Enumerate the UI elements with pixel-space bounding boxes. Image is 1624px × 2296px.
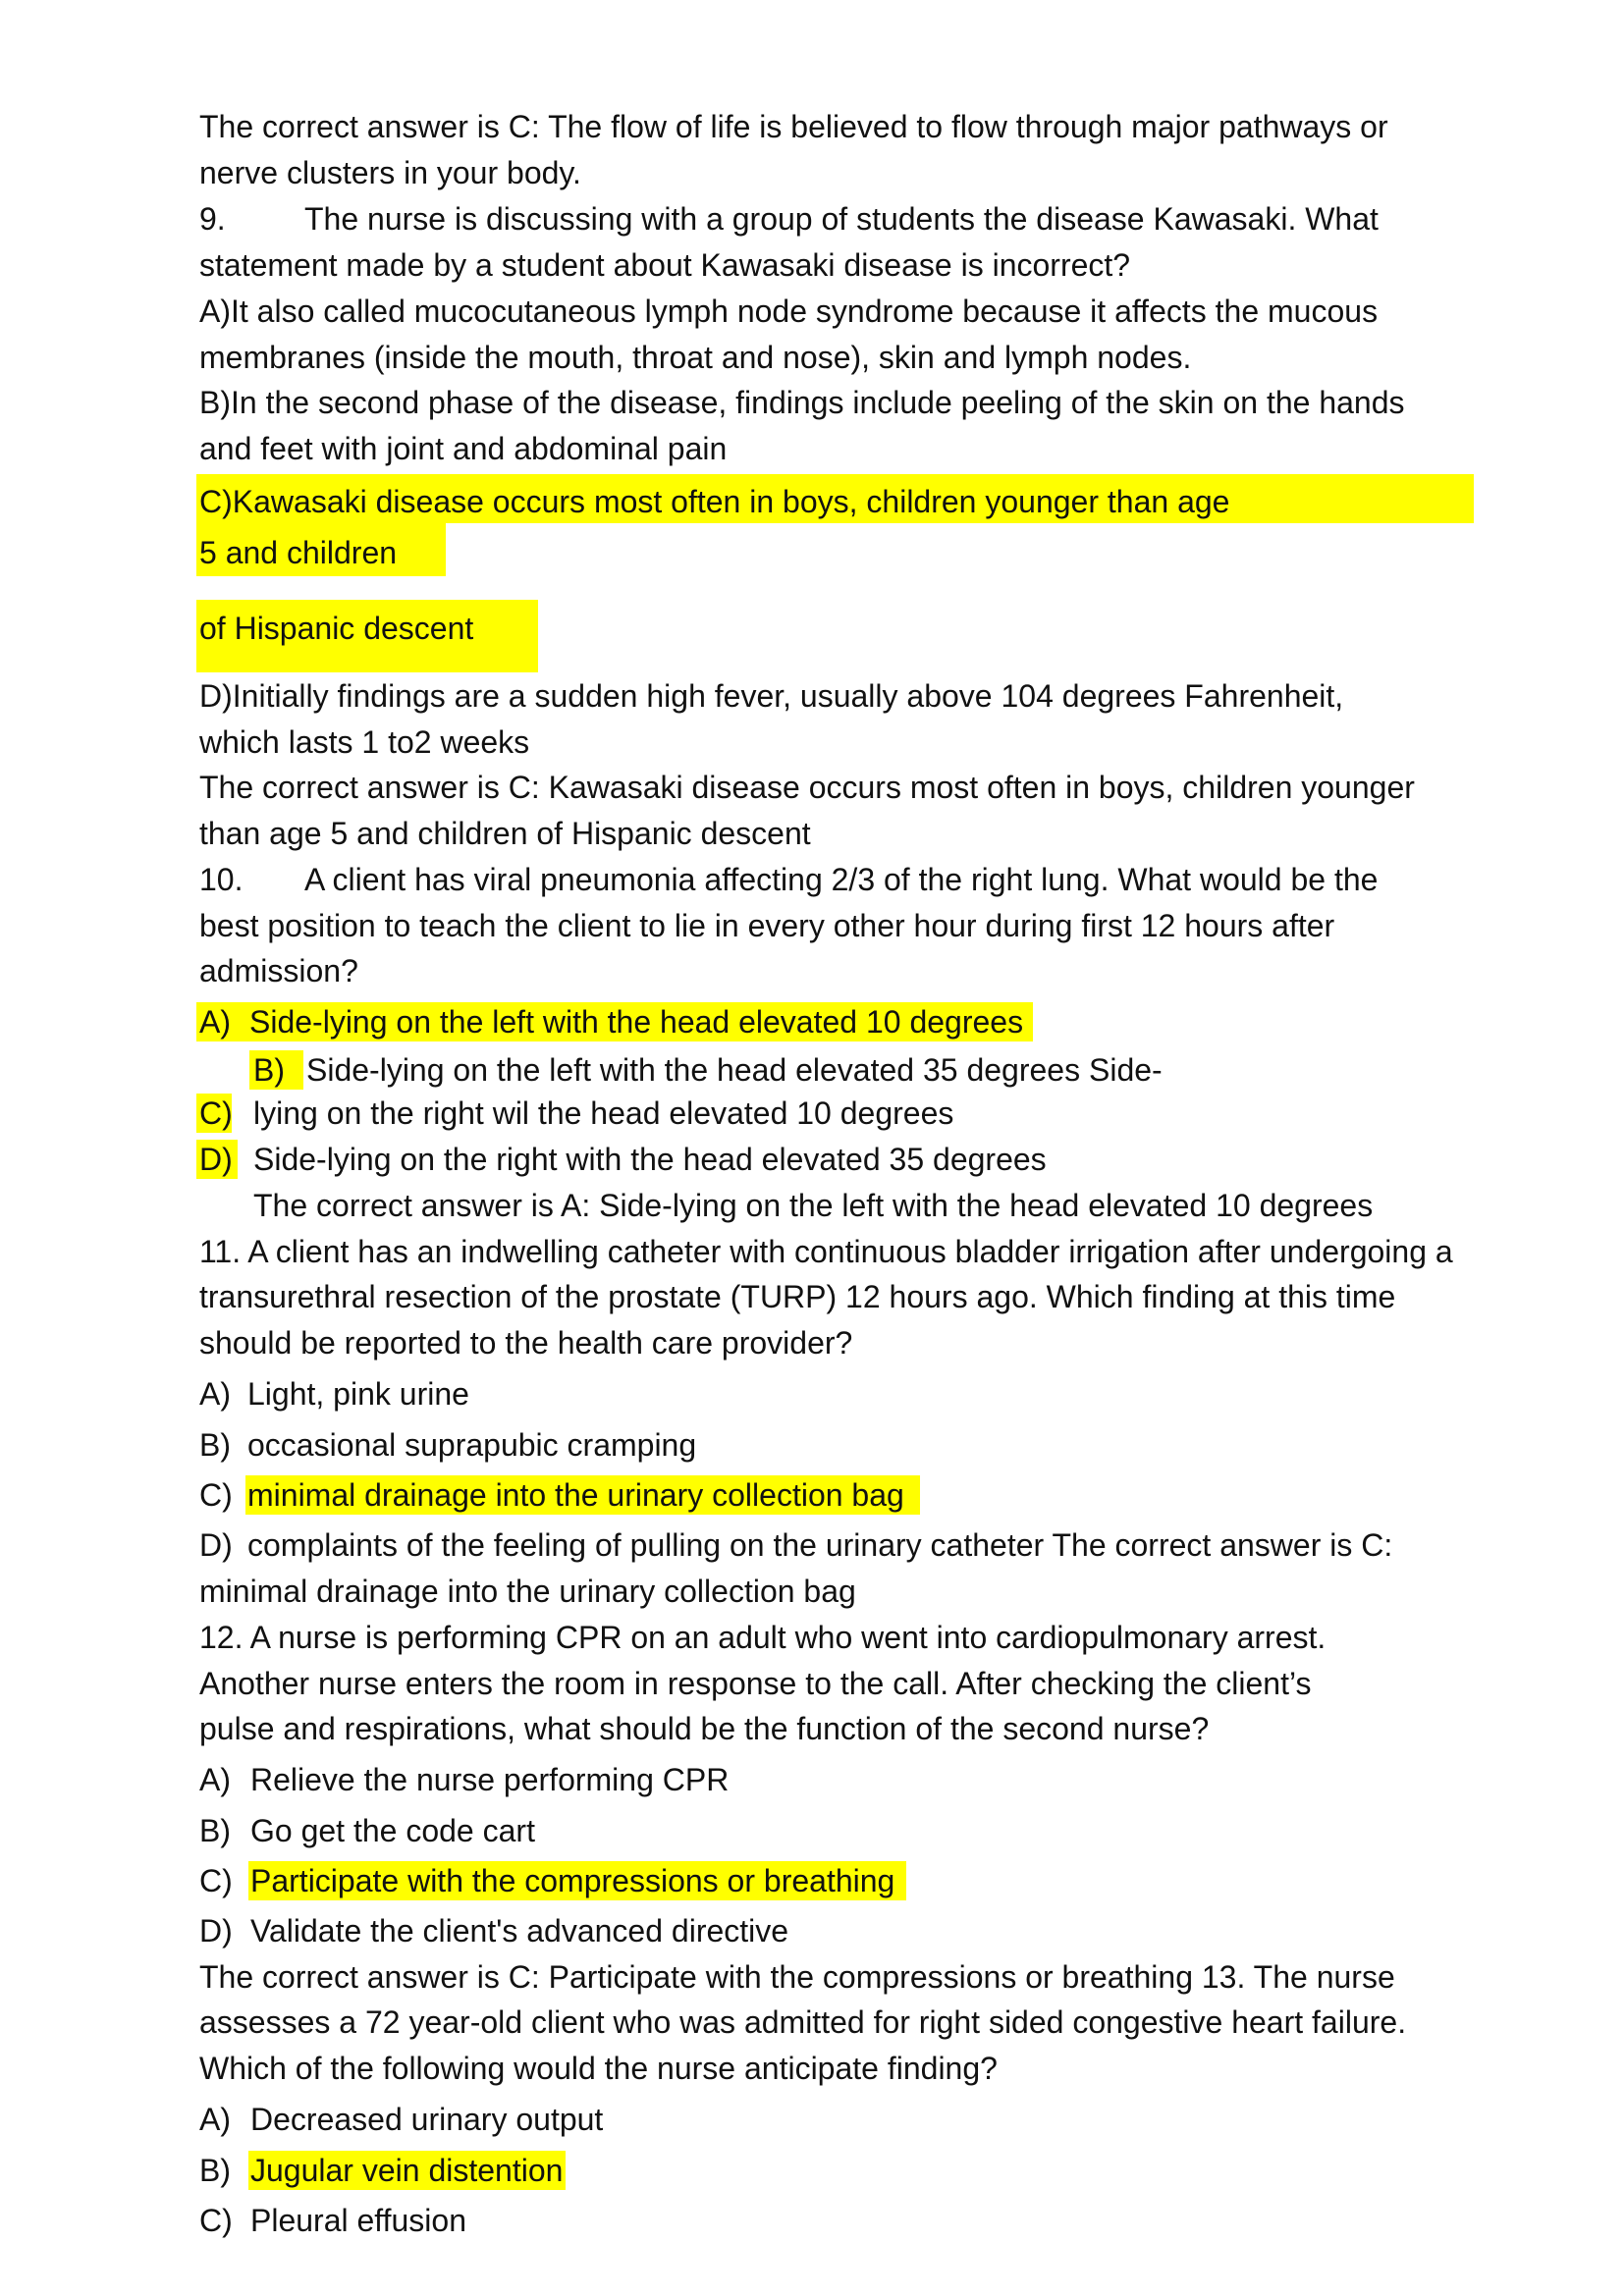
q10-option-b-label: B) bbox=[253, 1052, 285, 1088]
q9-stem-line-1: The nurse is discussing with a group of students the disease Kawasaki. What bbox=[304, 201, 1379, 237]
q12-option-a-label: A) bbox=[199, 1762, 231, 1797]
q12-option-c-label: C) bbox=[199, 1863, 233, 1898]
q9-option-b-line-2: and feet with joint and abdominal pain bbox=[199, 431, 728, 466]
q11-option-b-text: occasional suprapubic cramping bbox=[247, 1427, 697, 1463]
q11-option-a-label: A) bbox=[199, 1376, 231, 1412]
q9-option-d-line-2: which lasts 1 to2 weeks bbox=[199, 724, 530, 760]
q9-option-c-line-1: C)Kawasaki disease occurs most often in boys, children younger than age bbox=[199, 484, 1230, 519]
q11-answer-line-2: minimal drainage into the urinary collection bag bbox=[199, 1574, 856, 1609]
q13-option-c-text: Pleural effusion bbox=[250, 2203, 466, 2238]
q12-stem-line-1: 12. A nurse is performing CPR on an adult who went into cardiopulmonary arrest. bbox=[199, 1620, 1326, 1655]
q10-option-b-text: Side-lying on the left with the head elevated 35 degrees Side- bbox=[306, 1052, 1163, 1088]
q13-stem-line-1: assesses a 72 year-old client who was admitted for right sided congestive heart failure. bbox=[199, 2004, 1407, 2040]
q10-answer: The correct answer is A: Side-lying on the left with the head elevated 10 degrees bbox=[253, 1188, 1374, 1223]
q13-option-b-label: B) bbox=[199, 2153, 231, 2188]
q13-option-b-text: Jugular vein distention bbox=[250, 2153, 564, 2188]
q12-option-c-text: Participate with the compressions or breathing bbox=[250, 1863, 895, 1898]
q12-option-d-text: Validate the client's advanced directive bbox=[250, 1913, 789, 1949]
q9-stem-line-2: statement made by a student about Kawasaki disease is incorrect? bbox=[199, 247, 1131, 283]
q11-option-c-label: C) bbox=[199, 1477, 233, 1513]
q9-option-a-line-2: membranes (inside the mouth, throat and nose), skin and lymph nodes. bbox=[199, 340, 1192, 375]
q8-answer-line-2: nerve clusters in your body. bbox=[199, 155, 581, 190]
q9-option-a-line-1: A)It also called mucocutaneous lymph node syndrome because it affects the mucous bbox=[199, 294, 1379, 329]
q9-number: 9. bbox=[199, 201, 226, 237]
q9-answer-line-1: The correct answer is C: Kawasaki disease occurs most often in boys, children younger bbox=[199, 770, 1415, 805]
q12-option-b-text: Go get the code cart bbox=[250, 1813, 535, 1848]
q13-option-c-label: C) bbox=[199, 2203, 233, 2238]
q9-answer-line-2: than age 5 and children of Hispanic descent bbox=[199, 816, 811, 851]
q11-option-a-text: Light, pink urine bbox=[247, 1376, 469, 1412]
q9-option-d-line-1: D)Initially findings are a sudden high fever, usually above 104 degrees Fahrenheit, bbox=[199, 678, 1344, 714]
q11-option-d-label: D) bbox=[199, 1527, 233, 1563]
q12-option-d-label: D) bbox=[199, 1913, 233, 1949]
q12-stem-line-3: pulse and respirations, what should be the function of the second nurse? bbox=[199, 1711, 1210, 1746]
q10-stem-line-3: admission? bbox=[199, 953, 358, 988]
q12-answer-line-1: The correct answer is C: Participate with the compressions or breathing 13. The nurse bbox=[199, 1959, 1395, 1995]
q12-stem-line-2: Another nurse enters the room in response to the call. After checking the client’s bbox=[199, 1666, 1312, 1701]
q10-stem-line-1: A client has viral pneumonia affecting 2/3 of the right lung. What would be the bbox=[304, 862, 1379, 897]
q8-answer-line-1: The correct answer is C: The flow of life is believed to flow through major pathways or bbox=[199, 109, 1388, 144]
q12-option-b-label: B) bbox=[199, 1813, 231, 1848]
q10-stem-line-2: best position to teach the client to lie in every other hour during first 12 hours after bbox=[199, 908, 1335, 943]
q10-option-a-text: Side-lying on the left with the head elevated 10 degrees bbox=[249, 1004, 1024, 1040]
q11-option-d-text: complaints of the feeling of pulling on the urinary catheter The correct answer is C: bbox=[247, 1527, 1393, 1563]
q11-option-b-label: B) bbox=[199, 1427, 231, 1463]
q11-stem-line-2: transurethral resection of the prostate (TURP) 12 hours ago. Which finding at this time bbox=[199, 1279, 1396, 1314]
q10-option-a-label: A) bbox=[199, 1004, 231, 1040]
q9-option-b-line-1: B)In the second phase of the disease, findings include peeling of the skin on the hands bbox=[199, 385, 1405, 420]
q10-option-c-label: C) bbox=[199, 1095, 233, 1131]
q10-option-d-text: Side-lying on the right with the head elevated 35 degrees bbox=[253, 1142, 1047, 1177]
q9-option-c-line-2: 5 and children bbox=[199, 535, 398, 570]
q10-number: 10. bbox=[199, 862, 244, 897]
q13-option-a-label: A) bbox=[199, 2102, 231, 2137]
q10-option-d-label: D) bbox=[199, 1142, 233, 1177]
q11-option-c-text: minimal drainage into the urinary collection bag bbox=[247, 1477, 904, 1513]
q12-option-a-text: Relieve the nurse performing CPR bbox=[250, 1762, 730, 1797]
q13-option-a-text: Decreased urinary output bbox=[250, 2102, 604, 2137]
q13-stem-line-2: Which of the following would the nurse anticipate finding? bbox=[199, 2051, 998, 2086]
q11-stem-line-1: 11. A client has an indwelling catheter with continuous bladder irrigation after undergoing a bbox=[199, 1234, 1453, 1269]
q10-option-c-text: lying on the right wil the head elevated 10 degrees bbox=[253, 1095, 954, 1131]
q9-option-c-line-3: of Hispanic descent bbox=[199, 611, 474, 646]
q11-stem-line-3: should be reported to the health care provider? bbox=[199, 1325, 853, 1361]
